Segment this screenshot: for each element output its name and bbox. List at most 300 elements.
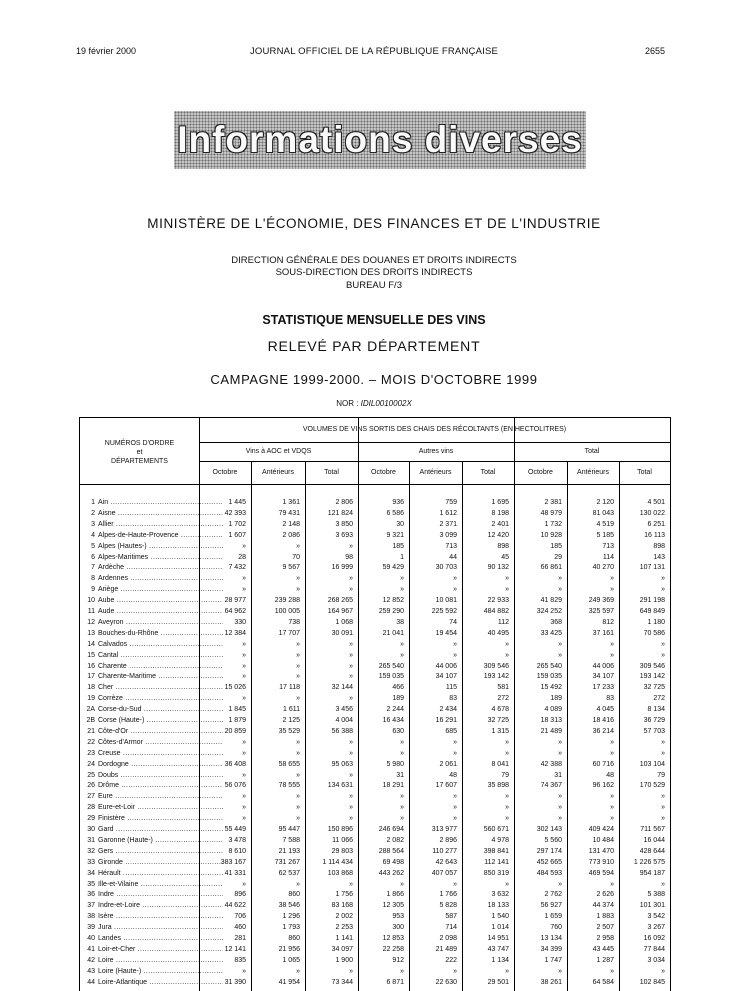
volume-cell: 159 035 xyxy=(378,673,404,681)
group-header-aoc: Vins à AOC et VDQS xyxy=(245,448,312,455)
volume-cell: 731 267 xyxy=(274,858,300,866)
volume-cell: 309 546 xyxy=(639,662,665,670)
dept-code: 21 xyxy=(87,727,95,735)
table-row xyxy=(80,967,670,978)
table-row xyxy=(80,651,670,662)
subcol-header: Octobre xyxy=(528,469,553,476)
volume-cell: 773 910 xyxy=(588,858,614,866)
volume-cell: » xyxy=(453,586,457,594)
dept-name: Loire ..... xyxy=(98,956,223,966)
table-row xyxy=(80,683,670,694)
volume-main-header: VOLUMES DE VINS SORTIS DES CHAIS DES RÉCOLTANTS (EN HECTOLITRES) xyxy=(302,426,567,433)
volume-cell: 164 967 xyxy=(327,608,353,615)
volume-cell: 36 408 xyxy=(224,760,246,768)
volume-cell: 189 xyxy=(392,695,404,703)
dept-code: 2B xyxy=(86,717,95,724)
table-row xyxy=(80,531,670,542)
volume-cell: » xyxy=(349,640,353,648)
volume-cell: » xyxy=(558,640,562,648)
dept-code: 2A xyxy=(86,706,95,714)
dept-code: 14 xyxy=(87,640,95,648)
volume-cell: 32 725 xyxy=(487,717,509,724)
volume-cell: 1 900 xyxy=(335,956,353,964)
dept-code: 11 xyxy=(87,608,95,615)
volume-cell: » xyxy=(349,804,353,812)
group-header-total: Total xyxy=(584,448,600,455)
volume-cell: » xyxy=(453,804,457,812)
volume-cell: 9 567 xyxy=(282,564,300,572)
volume-cell: » xyxy=(296,880,300,888)
volume-cell: 407 057 xyxy=(431,869,457,877)
volume-cell: » xyxy=(453,967,457,975)
table-row xyxy=(80,716,670,727)
volume-cell: » xyxy=(453,749,457,757)
section-banner xyxy=(174,111,586,169)
volume-cell: » xyxy=(558,967,562,975)
volume-cell: 17 607 xyxy=(435,782,457,790)
volume-cell: 193 142 xyxy=(483,673,509,681)
volume-cell: 16 999 xyxy=(331,564,353,572)
dept-name: Finistère ..... xyxy=(98,814,223,824)
volume-cell: 898 xyxy=(497,542,509,550)
volume-cell: 7 432 xyxy=(228,564,246,572)
volume-cell: 8 610 xyxy=(228,847,246,855)
dept-code: 24 xyxy=(87,760,95,768)
volume-cell: 1 659 xyxy=(544,913,562,921)
volume-cell: » xyxy=(505,749,509,757)
dept-code: 22 xyxy=(87,738,95,746)
volume-cell: 28 xyxy=(238,553,246,561)
volume-cell: 41 954 xyxy=(278,978,300,986)
volume-cell: » xyxy=(296,640,300,648)
volume-cell: 2 507 xyxy=(596,924,614,932)
volume-cell: » xyxy=(349,880,353,888)
volume-cell: 1 068 xyxy=(335,618,353,626)
table-row xyxy=(80,858,670,869)
volume-cell: 21 489 xyxy=(435,945,457,953)
volume-cell: 70 xyxy=(292,553,300,561)
volume-cell: 44 006 xyxy=(435,662,457,670)
dept-code: 38 xyxy=(87,913,95,921)
dept-name: Gers ..... xyxy=(98,847,223,857)
volume-cell: 3 456 xyxy=(335,706,353,714)
table-row xyxy=(80,498,670,509)
volume-cell: 1 695 xyxy=(491,499,509,506)
table-row xyxy=(80,553,670,564)
subcol-header: Total xyxy=(480,469,496,476)
volume-cell: » xyxy=(558,738,562,746)
volume-cell: » xyxy=(400,586,404,594)
table-row xyxy=(80,596,670,607)
volume-cell: 3 693 xyxy=(335,531,353,539)
volume-cell: » xyxy=(558,749,562,757)
volume-cell: 5 560 xyxy=(544,836,562,844)
volume-cell: 272 xyxy=(653,695,665,703)
volume-cell: 189 xyxy=(550,695,562,703)
volume-cell: 14 951 xyxy=(487,935,509,942)
dept-name: Ariège ..... xyxy=(98,585,223,595)
subdirection-line: SOUS-DIRECTION DES DROITS INDIRECTS xyxy=(275,267,473,278)
dept-name: Corrèze ..... xyxy=(98,694,223,704)
volume-cell: » xyxy=(400,575,404,583)
volume-cell: 193 142 xyxy=(639,673,665,681)
volume-cell: 1 756 xyxy=(335,891,353,899)
dept-name: Hérault ..... xyxy=(98,869,223,879)
dept-name: Ain ..... xyxy=(98,498,223,508)
dept-name: Aube ..... xyxy=(98,596,223,606)
table-row xyxy=(80,520,670,531)
volume-cell: 1 732 xyxy=(544,520,562,528)
volume-cell: » xyxy=(242,793,246,801)
volume-cell: 222 xyxy=(445,956,457,964)
volume-cell: 21 956 xyxy=(278,945,300,953)
volume-cell: » xyxy=(400,640,404,648)
volume-cell: 1 141 xyxy=(335,935,353,942)
volume-cell: » xyxy=(296,575,300,583)
table-row xyxy=(80,945,670,956)
volume-cell: 1 296 xyxy=(282,913,300,921)
volume-cell: 60 716 xyxy=(592,760,614,768)
volume-cell: 1 747 xyxy=(544,956,562,964)
volume-cell: 79 xyxy=(501,771,509,779)
volume-cell: 44 006 xyxy=(592,662,614,670)
releve-subtitle: RELEVÉ PAR DÉPARTEMENT xyxy=(267,338,481,354)
volume-cell: » xyxy=(558,793,562,801)
volume-cell: 2 120 xyxy=(596,499,614,506)
dept-name: Ardèche ..... xyxy=(98,563,223,573)
volume-cell: » xyxy=(661,749,665,757)
dept-code: 10 xyxy=(87,597,95,605)
volume-cell: 3 850 xyxy=(335,520,353,528)
volume-cell: 38 xyxy=(396,618,404,626)
volume-cell: 18 133 xyxy=(487,902,509,910)
volume-cell: » xyxy=(296,695,300,703)
volume-cell: 121 824 xyxy=(327,509,353,517)
volume-cell: 2 806 xyxy=(335,499,353,506)
dept-code: 32 xyxy=(87,847,95,855)
dept-name: Corse (Haute-) ..... xyxy=(98,716,223,726)
volume-cell: » xyxy=(505,738,509,746)
bureau-line: BUREAU F/3 xyxy=(346,280,402,291)
volume-cell: 15 026 xyxy=(224,684,246,692)
volume-cell: 1 793 xyxy=(282,924,300,932)
volume-cell: » xyxy=(242,880,246,888)
volume-cell: » xyxy=(453,815,457,823)
volume-cell: 714 xyxy=(445,924,457,932)
volume-cell: » xyxy=(349,575,353,583)
volume-cell: 16 113 xyxy=(644,531,665,539)
volume-cell: » xyxy=(242,673,246,681)
dept-name: Loir-et-Cher ..... xyxy=(98,945,223,955)
volume-cell: 4 089 xyxy=(544,706,562,714)
dept-name: Loire-Atlantique ..... xyxy=(98,978,223,988)
volume-cell: 1 611 xyxy=(283,706,300,714)
volume-cell: 1 134 xyxy=(491,956,509,964)
table-row xyxy=(80,781,670,792)
volume-cell: 18 291 xyxy=(382,782,404,790)
volume-cell: 35 529 xyxy=(278,727,300,735)
volume-cell: 649 849 xyxy=(639,608,665,615)
volume-cell: 225 592 xyxy=(431,608,457,615)
volume-cell: 452 665 xyxy=(536,858,562,866)
volume-cell: » xyxy=(296,749,300,757)
dept-name: Gironde ..... xyxy=(98,858,223,868)
volume-cell: » xyxy=(296,586,300,594)
dept-name: Indre ..... xyxy=(98,890,223,900)
row-header xyxy=(80,439,199,466)
volume-cell: » xyxy=(242,586,246,594)
volume-cell: 95 063 xyxy=(331,760,353,768)
volume-cell: 43 445 xyxy=(592,945,614,953)
volume-cell: » xyxy=(296,673,300,681)
table-row xyxy=(80,640,670,651)
table-row xyxy=(80,771,670,782)
volume-cell: » xyxy=(453,651,457,659)
volume-cell: 12 420 xyxy=(487,531,509,539)
volume-cell: 35 898 xyxy=(487,782,509,790)
row-header-line: et xyxy=(136,449,143,456)
volume-cell: » xyxy=(661,640,665,648)
volume-cell: 115 xyxy=(445,684,457,692)
volume-cell: 8 134 xyxy=(647,706,665,714)
volume-cell: 2 148 xyxy=(282,520,300,528)
dept-code: 1 xyxy=(91,499,95,506)
volume-cell: 3 034 xyxy=(647,956,665,964)
volume-cell: 860 xyxy=(288,891,300,899)
volume-cell: 6 871 xyxy=(386,978,404,986)
volume-cell: » xyxy=(453,575,457,583)
volume-cell: » xyxy=(296,804,300,812)
dept-code: 44 xyxy=(87,978,95,986)
volume-cell: » xyxy=(242,695,246,703)
volume-cell: 1 065 xyxy=(282,956,300,964)
table-row xyxy=(80,705,670,716)
volume-cell: 150 896 xyxy=(327,826,353,833)
volume-cell: 912 xyxy=(392,956,404,964)
volume-cell: 2 626 xyxy=(596,891,614,899)
volume-cell: » xyxy=(558,815,562,823)
volume-cell: 56 076 xyxy=(224,782,246,790)
dept-name: Alpes-Maritimes ..... xyxy=(98,553,223,563)
table-row xyxy=(80,672,670,683)
volume-cell: » xyxy=(453,880,457,888)
volume-cell: 16 092 xyxy=(643,935,665,942)
dept-code: 13 xyxy=(87,629,95,637)
volume-cell: 4 519 xyxy=(596,520,614,528)
subcol-header: Octobre xyxy=(371,469,396,476)
subcol-header: Total xyxy=(637,469,652,476)
volume-cell: 6 586 xyxy=(386,509,404,517)
volume-cell: 239 288 xyxy=(274,597,300,605)
volume-cell: » xyxy=(349,793,353,801)
volume-cell: 55 449 xyxy=(224,826,246,833)
volume-cell: » xyxy=(400,738,404,746)
volume-cell: 101 301 xyxy=(639,902,665,910)
volume-cell: 12 853 xyxy=(382,935,404,942)
volume-cell: 79 431 xyxy=(278,509,300,517)
nor-label: NOR : xyxy=(336,399,359,408)
banner-title: Informations diverses xyxy=(177,119,583,160)
volume-cell: » xyxy=(453,738,457,746)
volume-cell: 112 xyxy=(497,618,509,626)
volume-cell: » xyxy=(400,793,404,801)
volume-cell: 98 xyxy=(345,553,353,561)
volume-cell: » xyxy=(400,804,404,812)
dept-name: Aude ..... xyxy=(98,607,223,617)
volume-cell: 83 xyxy=(606,695,614,703)
volume-cell: 36 729 xyxy=(643,717,665,724)
volume-cell: 48 xyxy=(606,771,614,779)
dept-code: 9 xyxy=(91,586,95,594)
volume-cell: 4 045 xyxy=(596,706,614,714)
dept-name: Garonne (Haute-) ..... xyxy=(98,836,223,846)
volume-cell: 268 265 xyxy=(327,597,353,605)
dept-name: Jura ..... xyxy=(98,923,223,933)
volume-cell: 300 xyxy=(392,924,404,932)
volume-cell: 31 390 xyxy=(224,978,246,986)
volume-cell: 265 540 xyxy=(536,662,562,670)
volume-cell: 1 xyxy=(400,553,404,561)
dept-code: 6 xyxy=(91,553,95,561)
volume-cell: 4 004 xyxy=(335,717,353,724)
volume-cell: » xyxy=(610,575,614,583)
volume-cell: 114 xyxy=(602,553,614,561)
volume-cell: 581 xyxy=(497,684,509,692)
volume-cell: 738 xyxy=(288,618,300,626)
dept-code: 42 xyxy=(87,956,95,964)
volume-cell: » xyxy=(242,738,246,746)
dept-code: 39 xyxy=(87,924,95,932)
volume-cell: 443 262 xyxy=(378,869,404,877)
volume-cell: 17 233 xyxy=(592,684,614,692)
dept-name: Doubs ..... xyxy=(98,771,223,781)
volume-cell: 302 143 xyxy=(536,826,562,833)
volume-cell: 466 xyxy=(392,684,404,692)
volume-cell: 62 537 xyxy=(278,869,300,877)
volume-cell: » xyxy=(349,771,353,779)
statistics-title: STATISTIQUE MENSUELLE DES VINS xyxy=(262,313,486,327)
dept-name: Loire (Haute-) ..... xyxy=(98,967,223,977)
volume-cell: » xyxy=(505,651,509,659)
volume-cell: » xyxy=(296,662,300,670)
volume-cell: 59 429 xyxy=(382,564,404,572)
volume-cell: 896 xyxy=(234,891,246,899)
volume-cell: 17 118 xyxy=(279,684,300,692)
volume-cell: 383 167 xyxy=(220,858,246,866)
table-row xyxy=(80,738,670,749)
volume-cell: 1 883 xyxy=(596,913,614,921)
volume-cell: 850 319 xyxy=(483,869,509,877)
dept-name: Calvados ..... xyxy=(98,640,223,650)
dept-name: Gard ..... xyxy=(98,825,223,835)
volume-cell: 2 381 xyxy=(544,499,562,506)
volume-cell: 325 597 xyxy=(588,608,614,615)
volume-cell: 460 xyxy=(234,924,246,932)
subcol-header: Antérieurs xyxy=(577,469,609,476)
volume-cell: » xyxy=(661,967,665,975)
volume-cell: » xyxy=(610,749,614,757)
volume-cell: 112 141 xyxy=(484,858,509,866)
table-row xyxy=(80,825,670,836)
volume-cell: 34 107 xyxy=(435,673,457,681)
dept-code: 12 xyxy=(87,618,95,626)
row-header-line: DÉPARTEMENTS xyxy=(111,458,168,465)
volume-cell: 2 401 xyxy=(491,520,509,528)
volume-cell: 2 082 xyxy=(386,836,404,844)
volume-cell: 34 097 xyxy=(331,945,353,953)
volume-cell: » xyxy=(349,651,353,659)
volume-cell: » xyxy=(242,662,246,670)
volume-cell: 1 607 xyxy=(228,531,246,539)
subcol-header: Total xyxy=(324,469,339,476)
volume-cell: 2 371 xyxy=(439,520,457,528)
volume-cell: » xyxy=(661,815,665,823)
volume-cell: 1 866 xyxy=(386,891,404,899)
volume-cell: 79 xyxy=(657,771,665,779)
dept-code: 36 xyxy=(87,891,95,899)
volume-cell: » xyxy=(661,880,665,888)
volume-cell: 272 xyxy=(497,695,509,703)
table-row xyxy=(80,934,670,945)
volume-cell: » xyxy=(242,651,246,659)
volume-cell: 107 131 xyxy=(639,564,665,572)
dept-name: Ille-et-Vilaine ..... xyxy=(98,880,223,890)
dept-name: Bouches-du-Rhône ..... xyxy=(98,629,223,639)
table-row xyxy=(80,978,670,989)
dept-name: Aisne ..... xyxy=(98,509,223,519)
volume-cell: » xyxy=(610,793,614,801)
table-row xyxy=(80,847,670,858)
dept-name: Alpes-de-Haute-Provence ..... xyxy=(98,531,223,541)
volume-cell: 249 369 xyxy=(588,597,614,605)
volume-cell: 1 879 xyxy=(228,717,246,724)
volume-cell: 2 896 xyxy=(439,836,457,844)
volume-cell: » xyxy=(610,967,614,975)
dept-code: 8 xyxy=(91,575,95,583)
volume-cell: 30 091 xyxy=(331,629,353,637)
table-row xyxy=(80,890,670,901)
volume-cell: 2 434 xyxy=(439,706,457,714)
table-row xyxy=(80,574,670,585)
dept-code: 18 xyxy=(87,684,95,692)
volume-cell: 3 099 xyxy=(439,531,457,539)
dept-code: 34 xyxy=(87,869,95,877)
volume-cell: » xyxy=(558,804,562,812)
volume-cell: 324 252 xyxy=(536,608,562,615)
volume-cell: 44 374 xyxy=(592,902,614,910)
dept-code: 19 xyxy=(87,695,95,703)
volume-cell: 81 043 xyxy=(592,509,614,517)
ministry-title: MINISTÈRE DE L'ÉCONOMIE, DES FINANCES ET DE L'INDUSTRIE xyxy=(147,216,601,231)
volume-cell: 309 546 xyxy=(483,662,509,670)
volume-cell: 2 098 xyxy=(439,935,457,942)
table-row xyxy=(80,760,670,771)
volume-cell: » xyxy=(610,880,614,888)
volume-cell: » xyxy=(349,738,353,746)
volume-cell: 29 501 xyxy=(487,978,509,986)
volume-cell: » xyxy=(349,542,353,550)
table-row xyxy=(80,727,670,738)
volume-cell: 713 xyxy=(602,542,614,550)
volume-cell: 12 852 xyxy=(382,597,404,605)
volume-cell: » xyxy=(242,804,246,812)
volume-cell: 3 632 xyxy=(491,891,509,899)
table-row xyxy=(80,749,670,760)
dept-name: Drôme ..... xyxy=(98,781,223,791)
volume-cell: 16 044 xyxy=(643,836,665,844)
volume-cell: 70 586 xyxy=(643,629,665,637)
dept-name: Isère ..... xyxy=(98,912,223,922)
